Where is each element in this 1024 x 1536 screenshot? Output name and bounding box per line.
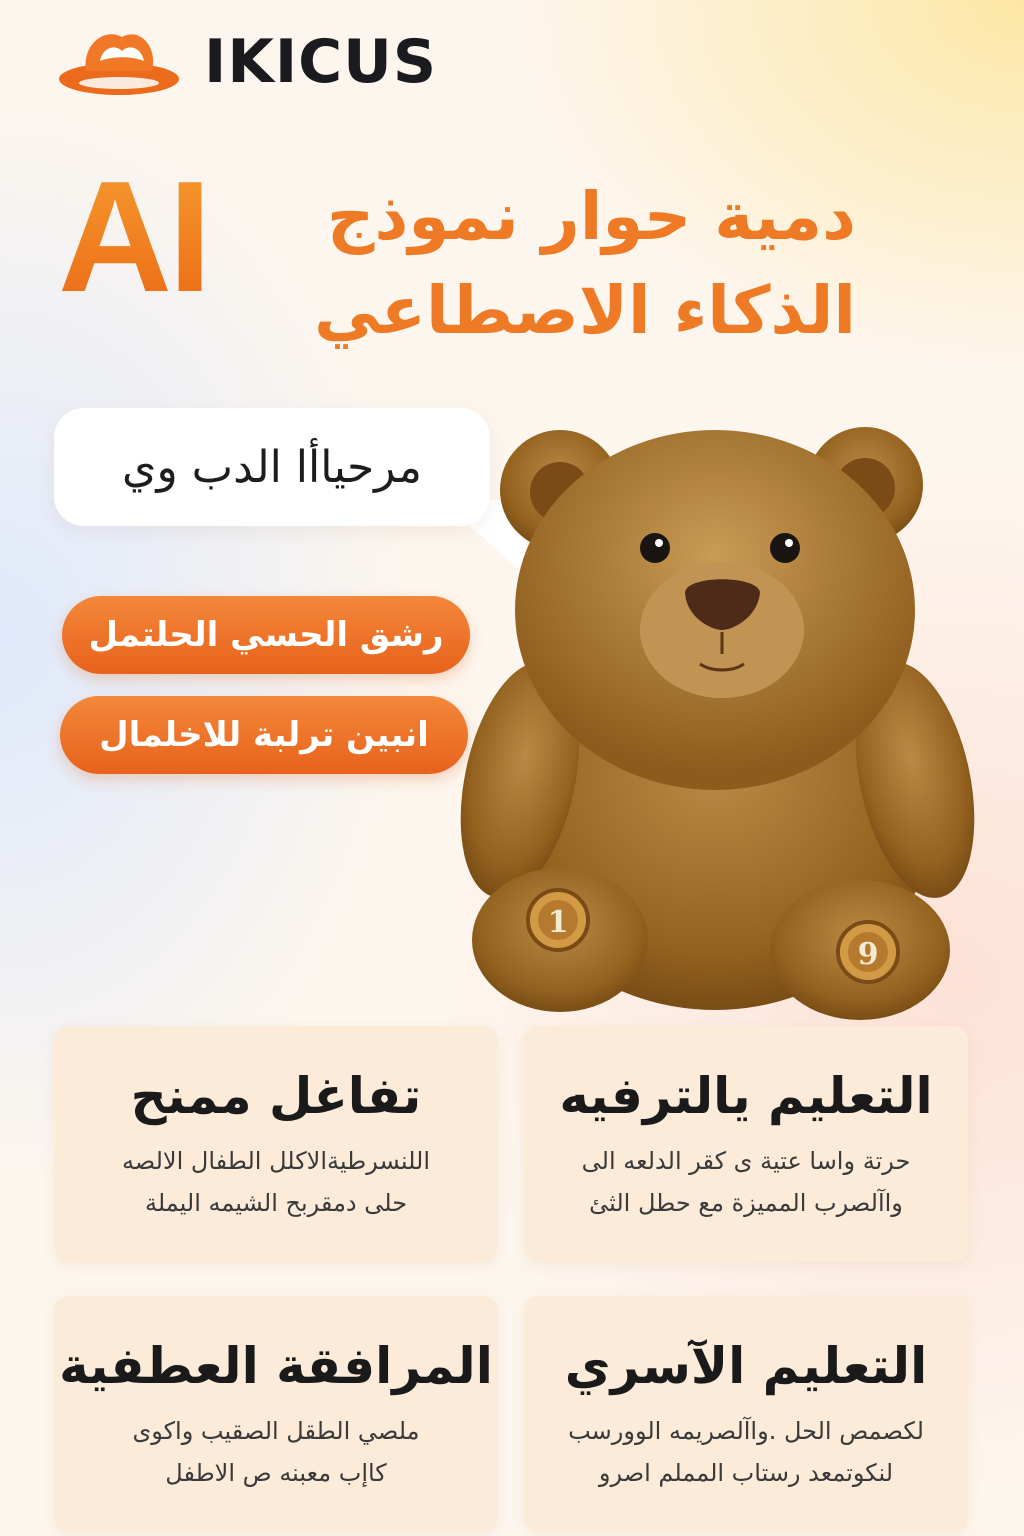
feature-card-family-learning bbox=[524, 1296, 968, 1532]
feature-card-desc-line-1: اللنسرطيةالاكلل الطفال الالصه bbox=[121, 1147, 431, 1175]
paw-badge-left-label: 1 bbox=[547, 905, 569, 940]
paw-badge-right-label: 9 bbox=[857, 937, 879, 972]
brand-name: IKICUS bbox=[204, 27, 438, 97]
feature-card-desc-line-1: لكصمص الحل .واآلصريمه الوورسب bbox=[568, 1417, 924, 1445]
speech-bubble-text: مرحياأا الدب وي bbox=[122, 441, 422, 493]
feature-card-desc bbox=[524, 1140, 968, 1224]
feature-card-desc-line-1: حرتة واسا عتية ى كقر الدلعه الى bbox=[581, 1147, 911, 1175]
feature-card-desc bbox=[54, 1140, 498, 1224]
teddy-bear-image bbox=[460, 380, 990, 1020]
feature-card-desc-line-2: حلى دمقربح الشيمه اليملة bbox=[144, 1189, 408, 1217]
speech-bubble bbox=[54, 408, 490, 526]
feature-card-desc-line-1: ملصي الطقل الصقيب واكوى bbox=[132, 1417, 420, 1445]
feature-card-title: التعليم يالترفيه bbox=[559, 1067, 933, 1125]
feature-card-desc-line-2: واآلصرب المميزة مع حطل الثئ bbox=[589, 1189, 903, 1217]
feature-card-title: المرافقة العطفية bbox=[59, 1337, 493, 1395]
feature-button-2-label: انبين ترلبة للاخلمال bbox=[99, 715, 429, 755]
feature-card-desc-line-2: كاإب معبنه ص الاطفل bbox=[165, 1459, 387, 1487]
feature-card-edutainment bbox=[524, 1026, 968, 1262]
feature-card-title: التعليم الآسري bbox=[564, 1337, 928, 1395]
headline-line-1: دمية حوار نموذج bbox=[326, 178, 856, 255]
headline bbox=[236, 170, 856, 358]
ai-label: AI bbox=[58, 149, 208, 325]
headline-line-2: الذكاء الاصطاعي bbox=[314, 272, 856, 349]
feature-card-desc bbox=[54, 1410, 498, 1494]
feature-card-title: تفاغل ممنح bbox=[130, 1067, 422, 1125]
feature-button-2[interactable] bbox=[60, 696, 468, 774]
lotus-logo-icon bbox=[56, 23, 182, 101]
feature-card-interaction bbox=[54, 1026, 498, 1262]
brand-logo bbox=[56, 20, 556, 104]
feature-button-1-label: رشق الحسي الحلتمل bbox=[88, 615, 444, 655]
feature-card-desc-line-2: لنكوتمعد رستاب المملم اصرو bbox=[598, 1459, 894, 1487]
feature-card-companionship bbox=[54, 1296, 498, 1532]
feature-button-1[interactable] bbox=[62, 596, 470, 674]
feature-card-desc bbox=[524, 1410, 968, 1494]
